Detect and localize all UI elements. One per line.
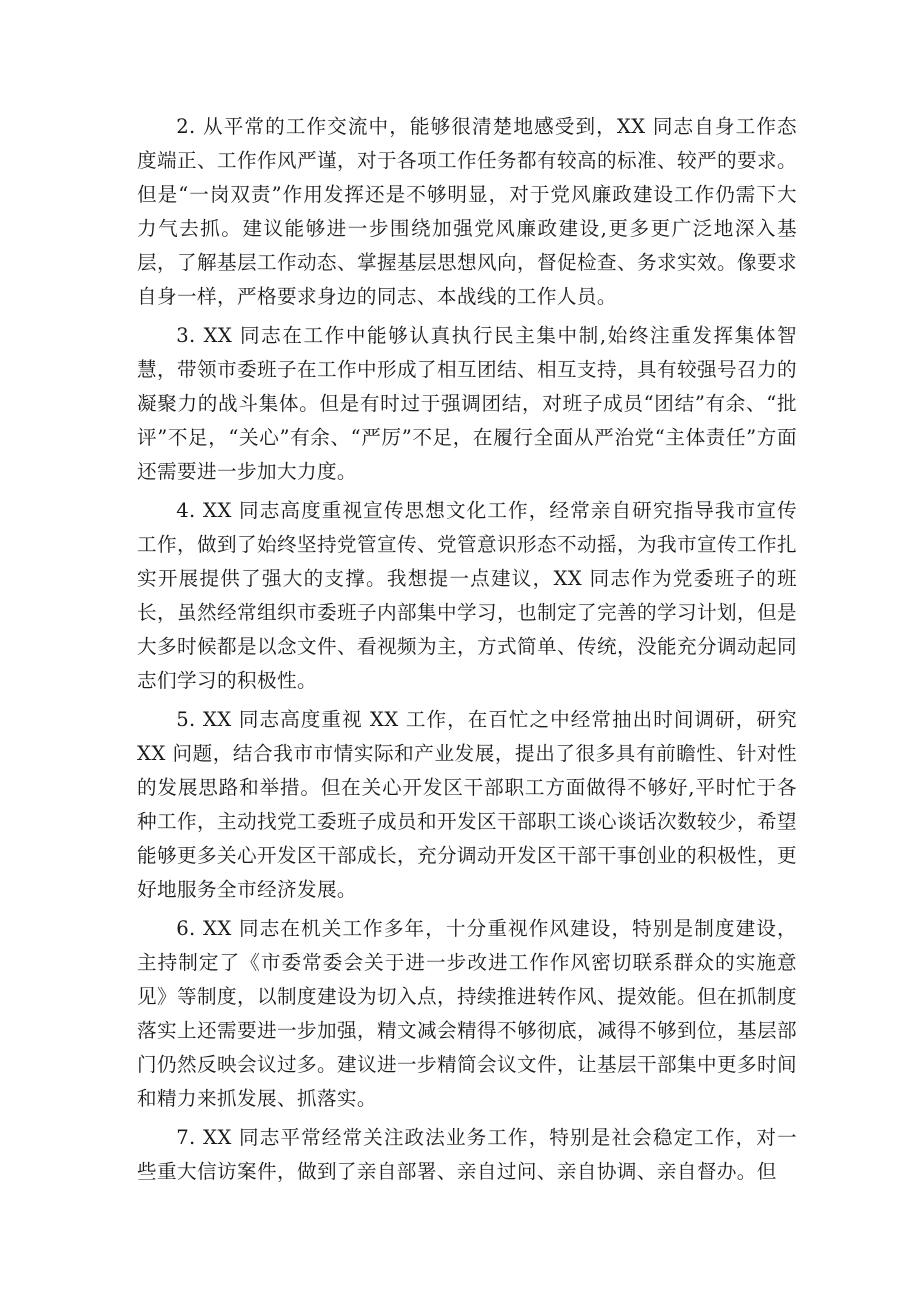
paragraph-7: 7. XX 同志平常经常关注政法业务工作，特别是社会稳定工作，对一些重大信访案件，做到了亲自部署、亲自过问、亲自协调、亲自督办。但 <box>137 1126 797 1183</box>
paragraph-5: 5. XX 同志高度重视 XX 工作，在百忙之中经常抽出时间调研，研究 XX 问题，结合我市市情实际和产业发展，提出了很多具有前瞻性、针对性的发展思路和举措。但在关心开发区干部职工方面做得不够好,平时忙于各种工作，主动找党工委班子成员和开发区干部职工谈心谈话次数较少，希望能够更多关心开发区干部成长，充分调动开发区干部干事创业的积极性，更好地服务全市经济发展。 <box>137 708 797 901</box>
paragraph-3: 3. XX 同志在工作中能够认真执行民主集中制,始终注重发挥集体智慧，带领市委班子在工作中形成了相互团结、相互支持，具有较强号召力的凝聚力的战斗集体。但是有时过于强调团结，对班子成员“团结”有余、“批评”不足，“关心”有余、“严厉”不足，在履行全面从严治党“主体责任”方面还需要进一步加大力度。 <box>137 324 797 483</box>
paragraph-4: 4. XX 同志高度重视宣传思想文化工作，经常亲自研究指导我市宣传工作，做到了始终坚持党管宣传、党管意识形态不动摇，为我市宣传工作扎实开展提供了强大的支撑。我想提一点建议，XX 同志作为党委班子的班长，虽然经常组织市委班子内部集中学习，也制定了完善的学习计划，但是大多时候都是以念文件、看视频为主，方式简单、传统，没能充分调动起同志们学习的积极性。 <box>137 499 797 692</box>
document-body <box>137 110 797 1194</box>
paragraph-2: 2. 从平常的工作交流中，能够很清楚地感受到，XX 同志自身工作态度端正、工作作风严谨，对于各项工作任务都有较高的标准、较严的要求。但是“一岗双责”作用发挥还是不够明显，对于党风廉政建设工作仍需下大力气去抓。建议能够进一步围绕加强党风廉政建设,更多更广泛地深入基层，了解基层工作动态、掌握基层思想风向，督促检查、务求实效。像要求自身一样，严格要求身边的同志、本战线的工作人员。 <box>137 115 797 308</box>
paragraph-6: 6. XX 同志在机关工作多年，十分重视作风建设，特别是制度建设，主持制定了《市委常委会关于进一步改进工作作风密切联系群众的实施意见》等制度，以制度建设为切入点，持续推进转作风、提效能。但在抓制度落实上还需要进一步加强，精文减会精得不够彻底，减得不够到位，基层部门仍然反映会议过多。建议进一步精简会议文件，让基层干部集中更多时间和精力来抓发展、抓落实。 <box>137 917 797 1110</box>
